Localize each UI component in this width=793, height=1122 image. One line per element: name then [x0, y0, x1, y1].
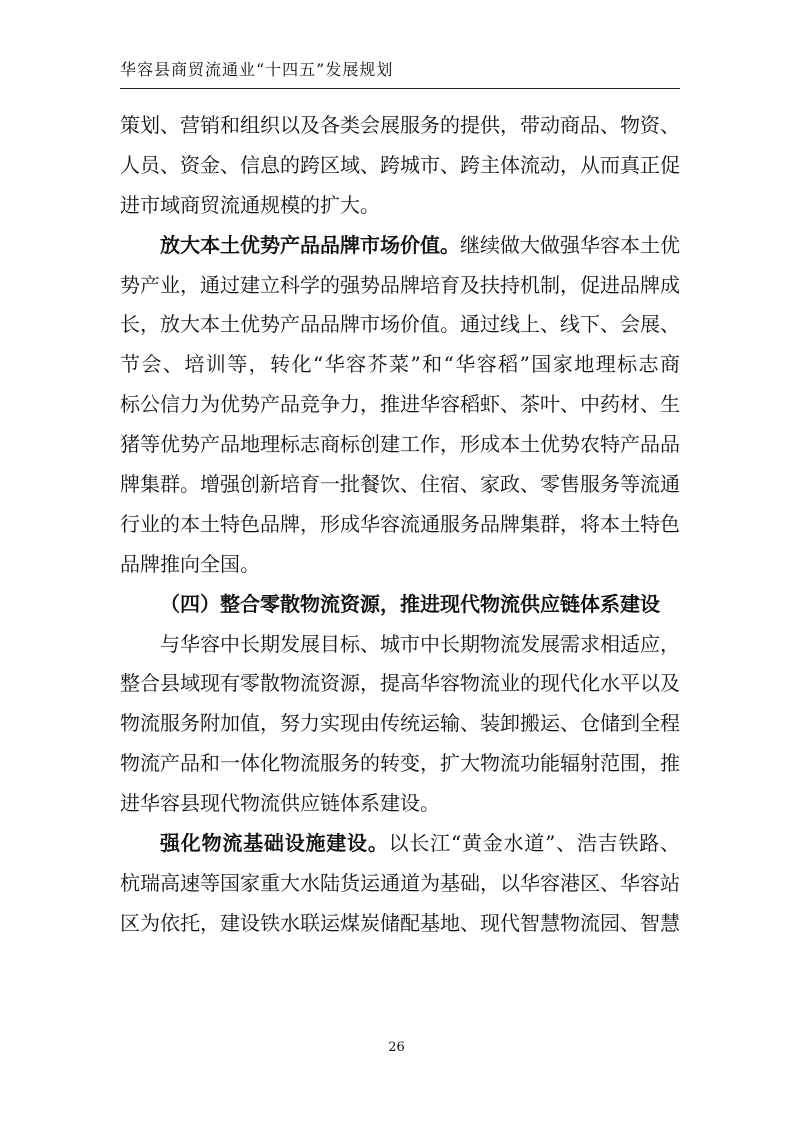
text-line: 区为依托，建设铁水联运煤炭储配基地、现代智慧物流园、智慧: [120, 910, 680, 935]
page-number: 26: [388, 1040, 405, 1055]
text-line: [120, 226, 680, 266]
header-divider: [120, 88, 680, 89]
text-line: 行业的本土特色品牌，形成华容流通服务品牌集群，将本土特色: [120, 511, 680, 536]
text-line: 杭瑞高速等国家重大水陆货运通道为基础，以华容港区、华容站: [120, 870, 680, 895]
text-line: 品牌推向全国。: [120, 551, 260, 576]
paragraph-lead: 强化物流基础设施建设。: [160, 831, 389, 856]
paragraph-brand-value: [120, 226, 680, 585]
paragraph-logistics: [120, 625, 680, 824]
text-line-rest: 以长江“黄金水道”、浩吉铁路、: [388, 831, 681, 856]
text-line: 进华容县现代物流供应链体系建设。: [120, 791, 440, 816]
text-line: 猪等优势产品地理标志商标创建工作，形成本土优势农特产品品: [120, 432, 680, 457]
page-body: [120, 106, 680, 944]
text-line: 物流产品和一体化物流服务的转变，扩大物流功能辐射范围，推: [120, 751, 680, 776]
text-line: 牌集群。增强创新培育一批餐饮、住宿、家政、零售服务等流通: [120, 472, 680, 497]
text-line: 势产业，通过建立科学的强势品牌培育及扶持机制，促进品牌成: [120, 272, 680, 297]
text-line: 与华容中长期发展目标、城市中长期物流发展需求相适应，: [160, 631, 680, 656]
text-line: 人员、资金、信息的跨区域、跨城市、跨主体流动，从而真正促: [120, 152, 680, 177]
running-header: 华容县商贸流通业“十四五”发展规划: [120, 60, 394, 79]
text-line: 标公信力为优势产品竞争力，推进华容稻虾、茶叶、中药材、生: [120, 392, 680, 417]
text-line: 物流服务附加值，努力实现由传统运输、装卸搬运、仓储到全程: [120, 711, 680, 736]
text-line: 长，放大本土优势产品品牌市场价值。通过线上、线下、会展、: [120, 312, 680, 337]
section-heading: （四）整合零散物流资源，推进现代物流供应链体系建设: [160, 591, 660, 616]
paragraph-continued: [120, 106, 680, 226]
paragraph-infrastructure: [120, 824, 680, 944]
text-line-rest: 继续做大做强华容本土优: [460, 232, 680, 257]
text-line: 进市域商贸流通规模的扩大。: [120, 192, 380, 217]
paragraph-lead: 放大本土优势产品品牌市场价值。: [160, 232, 460, 257]
text-line: 节会、培训等，转化“华容芥菜”和“华容稻”国家地理标志商: [120, 352, 680, 377]
text-line: [120, 824, 680, 864]
text-line: 整合县域现有零散物流资源，提高华容物流业的现代化水平以及: [120, 671, 680, 696]
text-line: 策划、营销和组织以及各类会展服务的提供，带动商品、物资、: [120, 113, 680, 137]
